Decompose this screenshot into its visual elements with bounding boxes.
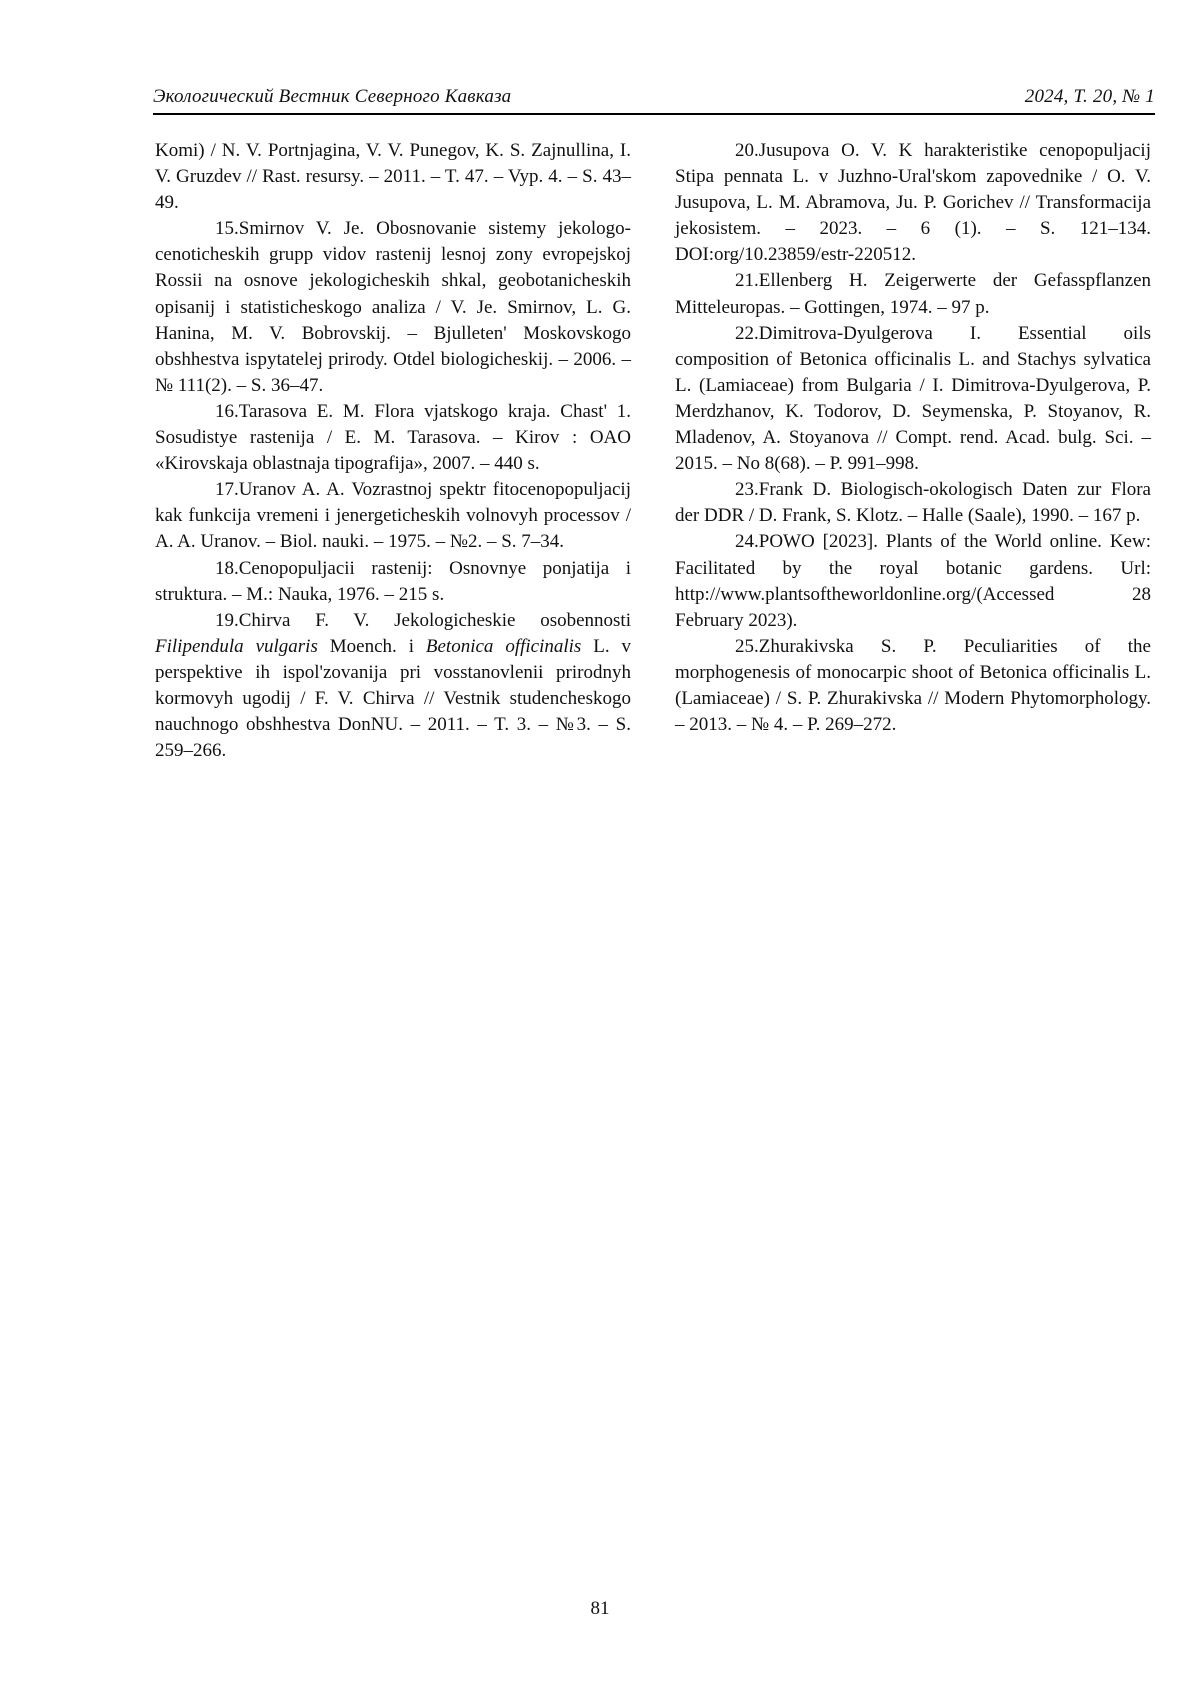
references-right-column (675, 138, 1151, 738)
reference-25: 25.Zhurakivska S. P. Peculiarities of the morphogenesis of monocarpic shoot of Betonica officinalis L. (Lamiaceae) / S. P. Zhurakivska // Modern Phytomorphology. – 2013. – № 4. – P. 269–272. (675, 635, 1151, 736)
species-name-filipendula: Filipendula vulgaris (155, 635, 318, 657)
page-number: 81 (590, 1598, 610, 1619)
reference-16: 16.Tarasova E. M. Flora vjatskogo kraja. Chast' 1. Sosudistye rastenija / E. M. Tarasova. – Kirov : OAO «Kirovskaja oblastnaja tipografija», 2007. – 440 s. (155, 400, 631, 475)
reference-19-part-e: L. v perspektive ih ispol'zovanija pri vosstanovlenii prirodnyh kormovyh ugodij / F. V. Chirva // Vestnik studencheskogo nauchnogo obshhestva DonNU. – 2011. – T. 3. – №3. – S. 259–266. (155, 635, 632, 762)
reference-18: 18.Cenopopuljacii rastenij: Osnovnye ponjatija i struktura. – M.: Nauka, 1976. – 215 s. (155, 557, 631, 605)
reference-21: 21.Ellenberg H. Zeigerwerte der Gefasspflanzen Mitteleuropas. – Gottingen, 1974. – 97 p. (675, 270, 1151, 318)
reference-17: 17.Uranov A. A. Vozrastnoj spektr fitocenopopuljacij kak funkcija vremeni i jenergeticheskih volnovyh processov / A. A. Uranov. – Biol. nauki. – 1975. – №2. – S. 7–34. (155, 479, 631, 553)
header-rule (153, 113, 1155, 115)
reference-20: 20.Jusupova O. V. K harakteristike cenopopuljacij Stipa pennata L. v Juzhno-Ural'skom zapovednike / O. V. Jusupova, L. M. Abramova, Ju. P. Gorichev // Transformacija jekosistem. – 2023. – 6 (1). – S. 121–134. DOI:org/10.23859/estr-220512. (675, 140, 1151, 266)
species-name-betonica: Betonica officinalis (425, 635, 582, 657)
reference-19-part-c: Moench. i (317, 635, 426, 657)
journal-title: Экологический Вестник Северного Кавказа (153, 86, 512, 107)
reference-22: 22.Dimitrova-Dyulgerova I. Essential oils composition of Betonica officinalis L. and Stachys sylvatica L. (Lamiaceae) from Bulgaria / I. Dimitrova-Dyulgerova, P. Merdzhanov, K. Todorov, D. Seymenska, P. Stoyanov, R. Mladenov, A. Stoyanova // Compt. rend. Acad. bulg. Sci. – 2015. – No 8(68). – P. 991–998. (675, 322, 1151, 475)
reference-19-part-a: 19.Chirva F. V. Jekologicheskie osobennosti (215, 609, 631, 631)
reference-19 (155, 608, 631, 765)
issue-info: 2024, Т. 20, № 1 (1024, 86, 1155, 107)
reference-15: 15.Smirnov V. Je. Obosnovanie sistemy jekologo-cenoticheskih grupp vidov rastenij lesnoj zony evropejskoj Rossii na osnove jekologicheskih shkal, geobotanicheskih opisanij i statisticheskogo analiza / V. Je. Smirnov, L. G. Hanina, M. V. Bobrovskij. – Bjulleten' Moskovskogo obshhestva ispytatelej prirody. Otdel biologicheskij. – 2006. – № 111(2). – S. 36–47. (155, 218, 631, 396)
running-header (153, 86, 1155, 108)
reference-24: 24.POWO [2023]. Plants of the World online. Kew: Facilitated by the royal botanic gardens. Url: http://www.plantsoftheworldonline.org/(Accessed 28 February 2023). (675, 531, 1151, 631)
reference-23: 23.Frank D. Biologisch-okologisch Daten zur Flora der DDR / D. Frank, S. Klotz. – Halle (Saale), 1990. – 167 p. (675, 479, 1151, 527)
references-left-column (155, 138, 631, 764)
reference-14-continuation: Komi) / N. V. Portnjagina, V. V. Punegov, K. S. Zajnullina, I. V. Gruzdev // Rast. resursy. – 2011. – T. 47. – Vyp. 4. – S. 43–49. (155, 140, 631, 214)
